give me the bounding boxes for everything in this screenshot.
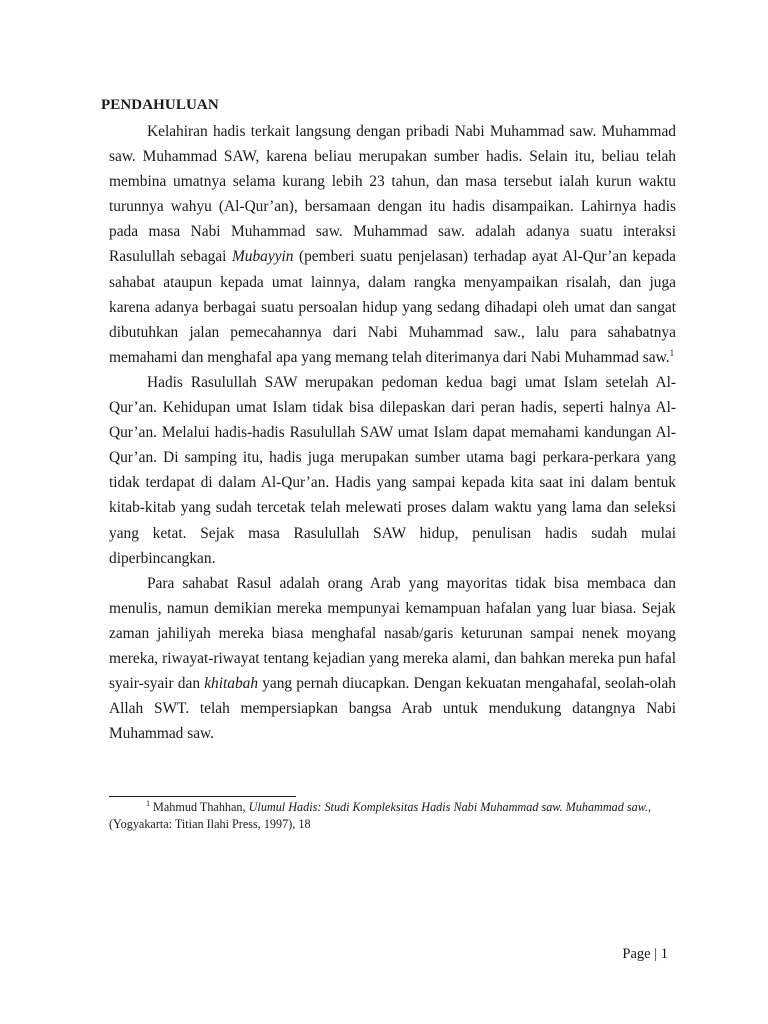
text-run: Hadis Rasulullah SAW merupakan pedoman kedua bagi umat Islam setelah Al-Qur’an. Kehidupan umat Islam tidak bisa dilepaskan dari peran hadis, seperti halnya Al-Qur’an. Melalui hadis-hadis Rasulullah SAW umat Islam dapat memahami kandungan Al-Qur’an. Di samping itu, hadis juga merupakan sumber utama bagi perkara-perkara yang tidak terdapat di dalam Al-Qur’an. Hadis yang sampai kepada kita saat ini dalam bentuk kitab-kitab yang sudah tercetak telah melewati proses dalam waktu yang lama dan seleksi yang ketat. Sejak masa Rasulullah SAW hidup, penulisan hadis sudah mulai diperbincangkan.: [109, 373, 676, 567]
italic-text: Mubayyin: [231, 248, 294, 266]
section-heading: PENDAHULUAN: [101, 97, 219, 113]
page-number: Page | 1: [622, 946, 668, 962]
text-run: Kelahiran hadis terkait langsung dengan pribadi Nabi Muhammad saw. Muhammad saw. Muhammad SAW, karena beliau merupakan sumber hadis. Selain itu, beliau telah membina umatnya selama kurang lebih 23 tahun, dan masa tersebut ialah kurun waktu turunnya wahyu (Al-Qur’an), bersamaan dengan itu hadis disampaikan. Lahirnya hadis pada masa Nabi Muhammad saw. Muhammad saw. adalah adanya suatu interaksi Rasulullah sebagai: [109, 123, 676, 266]
footnote-marker: 1: [146, 798, 150, 808]
footnote: [109, 799, 684, 833]
footnote-separator: [109, 796, 296, 797]
italic-text: Ulumul Hadis: Studi Kompleksitas Hadis Nabi Muhammad saw. Muhammad saw.: [248, 800, 648, 814]
paragraph: [109, 571, 676, 747]
text-run: yang pernah diucapkan. Dengan kekuatan mengahafal, seolah-olah Allah SWT. telah mempersiapkan bangsa Arab untuk mendukung datangnya Nabi Muhammad saw.: [109, 675, 676, 743]
footnote-marker: 1: [669, 347, 675, 358]
text-run: (pemberi suatu penjelasan) terhadap ayat Al-Qur’an kepada sahabat ataupun kepada umat lainnya, dalam rangka menyampaikan risalah, dan juga karena adanya berbagai suatu persoalan hidup yang sedang dihadapi oleh umat dan sangat dibutuhkan jalan pemecahannya dari Nabi Muhammad saw., lalu para sahabatnya memahami dan menghafal apa yang memang telah diterimanya dari Nabi Muhammad saw.: [109, 248, 676, 366]
text-run: , (Yogyakarta: Titian Ilahi Press, 1997), 18: [109, 800, 652, 831]
paragraph: [109, 119, 676, 370]
text-run: Para sahabat Rasul adalah orang Arab yang mayoritas tidak bisa membaca dan menulis, namun demikian mereka mempunyai kemampuan hafalan yang luar biasa. Sejak zaman jahiliyah mereka biasa menghafal nasab/garis keturunan sampai nenek moyang mereka, riwayat-riwayat tentang kejadian yang mereka alami, dan bahkan mereka pun hafal syair-syair dan: [109, 574, 676, 693]
text-run: Mahmud Thahhan,: [150, 800, 249, 814]
italic-text: khitabah: [204, 675, 259, 693]
paragraph: [109, 370, 676, 571]
body-text: [109, 119, 676, 746]
